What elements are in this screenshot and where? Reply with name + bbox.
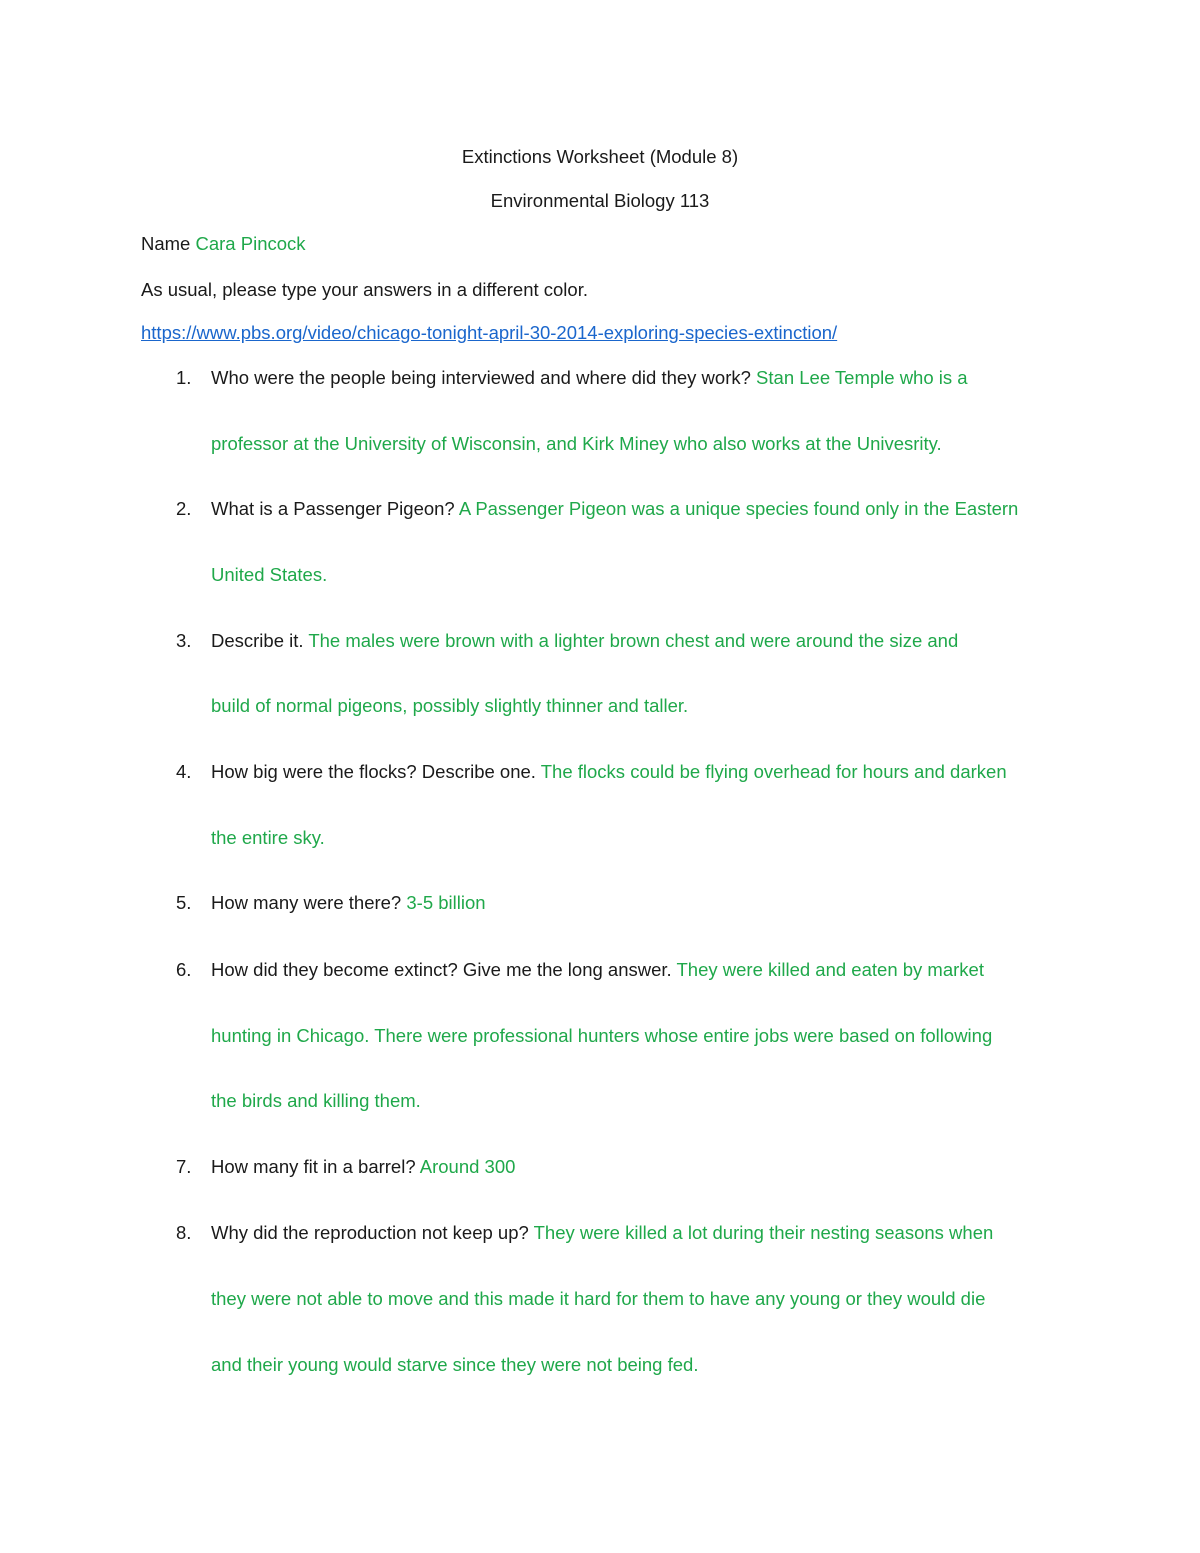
question-number: 5.	[176, 892, 192, 913]
question-5	[211, 891, 486, 915]
question-3	[211, 629, 958, 653]
answer-text: Around 300	[419, 1156, 516, 1177]
answer-text: The flocks could be flying overhead for hours and darken	[540, 761, 1007, 782]
answer-continuation: professor at the University of Wisconsin, and Kirk Miney who also works at the Univesrity.	[211, 433, 942, 454]
answer-text: They were killed a lot during their nesting seasons when	[533, 1222, 994, 1243]
question-number: 7.	[176, 1156, 192, 1177]
question-8	[211, 1221, 993, 1245]
answer-text: A Passenger Pigeon was a unique species found only in the Eastern	[458, 498, 1019, 519]
answer-continuation: the entire sky.	[211, 827, 325, 848]
document-title: Extinctions Worksheet (Module 8)	[461, 146, 739, 167]
question-2	[211, 497, 1018, 521]
answer-continuation: build of normal pigeons, possibly slightly thinner and taller.	[211, 695, 689, 716]
question-1	[211, 366, 968, 390]
question-text: What is a Passenger Pigeon?	[211, 498, 455, 519]
question-number: 8.	[176, 1222, 192, 1243]
answer-continuation: United States.	[211, 564, 328, 585]
question-number: 4.	[176, 761, 192, 782]
name-label: Name	[141, 233, 191, 254]
question-4	[211, 760, 1007, 784]
question-number: 1.	[176, 367, 192, 388]
answer-continuation: hunting in Chicago. There were professional hunters whose entire jobs were based on following	[211, 1025, 993, 1046]
course-title: Environmental Biology 113	[490, 190, 710, 211]
answer-continuation: and their young would starve since they were not being fed.	[211, 1354, 699, 1375]
question-text: How did they become extinct? Give me the long answer.	[211, 959, 672, 980]
question-number: 6.	[176, 959, 192, 980]
question-7	[211, 1155, 515, 1179]
name-line	[141, 232, 306, 256]
question-text: How big were the flocks? Describe one.	[211, 761, 536, 782]
question-text: Who were the people being interviewed and where did they work?	[211, 367, 751, 388]
question-text: How many were there?	[211, 892, 402, 913]
answer-continuation: they were not able to move and this made it hard for them to have any young or they would die	[211, 1288, 986, 1309]
answer-text: The males were brown with a lighter brown chest and were around the size and	[308, 630, 959, 651]
answer-text: Stan Lee Temple who is a	[756, 367, 968, 388]
question-text: Describe it.	[211, 630, 304, 651]
question-number: 2.	[176, 498, 192, 519]
student-name: Cara Pincock	[195, 233, 306, 254]
question-text: Why did the reproduction not keep up?	[211, 1222, 529, 1243]
question-6	[211, 958, 984, 982]
instructions-text: As usual, please type your answers in a different color.	[141, 279, 588, 300]
video-link[interactable]: https://www.pbs.org/video/chicago-tonight-april-30-2014-exploring-species-extinction/	[141, 322, 838, 343]
question-number: 3.	[176, 630, 192, 651]
answer-text: They were killed and eaten by market	[676, 959, 984, 980]
answer-text: 3-5 billion	[406, 892, 486, 913]
question-text: How many fit in a barrel?	[211, 1156, 416, 1177]
answer-continuation: the birds and killing them.	[211, 1090, 421, 1111]
